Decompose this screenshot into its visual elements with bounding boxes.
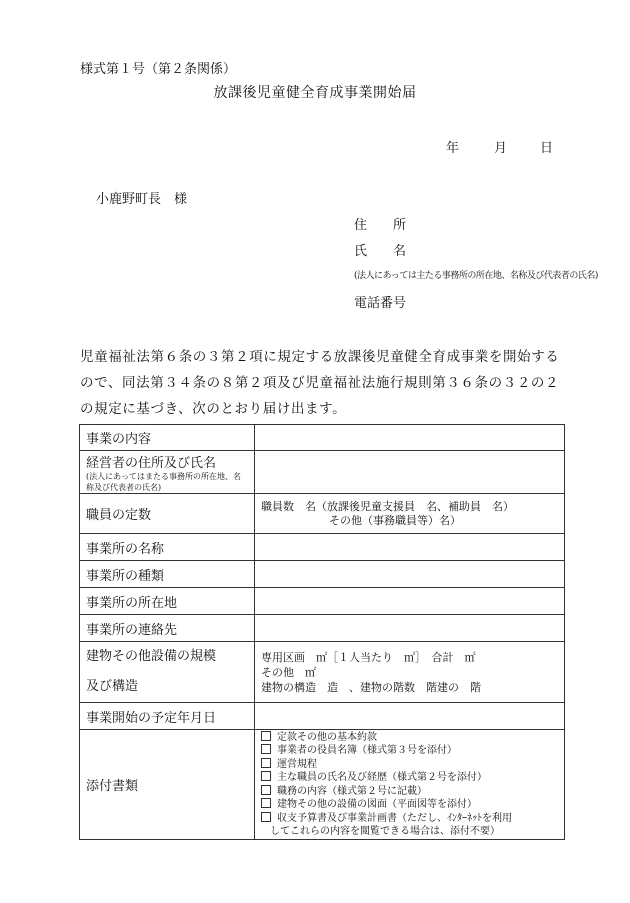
building-line-1: 専用区画 ㎡［１人当たり ㎡］ 合計 ㎡	[261, 650, 476, 664]
row-office-type	[80, 561, 565, 588]
attachment-item[interactable]	[261, 785, 558, 799]
checkbox-icon[interactable]	[261, 758, 271, 768]
office-contact-label: 事業所の連絡先	[80, 615, 255, 642]
building-line-3: 建物の構造 造 、建物の階数 階建の 階	[261, 680, 481, 694]
business-content-field[interactable]	[255, 425, 565, 451]
row-business-content	[80, 425, 565, 451]
row-attachments	[80, 730, 565, 840]
attachment-label: 収支予算書及び事業計画書（ただし、ｲﾝﾀｰﾈｯﾄを利用	[277, 812, 512, 824]
staff-label: 職員の定数	[80, 494, 255, 534]
attachment-item[interactable]	[261, 812, 558, 826]
staff-line-1: 職員数 名（放課後児童支援員 名、補助員 名）	[261, 499, 514, 513]
operator-note: (法人にあってはまたる事務所の所在地、名称及び代表者の氏名)	[86, 471, 242, 492]
applicant-name-label: 氏 名	[354, 244, 407, 259]
attachment-continuation: してこれらの内容を閲覧できる場合は、添付不要）	[270, 826, 500, 837]
row-staff	[80, 494, 565, 534]
start-date-label: 事業開始の予定年月日	[80, 703, 255, 730]
building-label-line-1: 建物その他設備の規模	[86, 649, 217, 664]
attachment-label: 建物その他の設備の図面（平面図等を添付）	[277, 799, 477, 810]
checkbox-icon[interactable]	[261, 785, 271, 795]
building-label-line-2: 及び構造	[86, 679, 139, 694]
addressee: 小鹿野町長 様	[96, 192, 188, 207]
office-type-field[interactable]	[255, 561, 565, 588]
building-label-cell	[80, 642, 255, 703]
row-office-location	[80, 588, 565, 615]
attachment-label: 職務の内容（様式第２号に記載）	[277, 785, 427, 797]
office-location-label: 事業所の所在地	[80, 588, 255, 615]
date-year-label: 年	[446, 141, 460, 156]
applicant-phone-label: 電話番号	[354, 296, 407, 311]
attachment-item[interactable]	[261, 798, 558, 812]
operator-label-cell	[80, 451, 255, 494]
date-day-label: 日	[540, 141, 554, 156]
operator-label: 経営者の住所及び氏名	[86, 455, 217, 471]
applicant-name-note: (法人にあっては主たる事務所の所在地、名称及び代表者の氏名)	[354, 271, 598, 281]
building-field[interactable]	[255, 642, 565, 703]
attachment-item[interactable]	[261, 771, 558, 785]
attachment-label: 定款その他の基本約款	[277, 731, 377, 743]
checkbox-icon[interactable]	[261, 744, 271, 754]
attachment-item[interactable]	[261, 731, 558, 745]
attachment-item[interactable]	[261, 744, 558, 758]
row-office-name	[80, 534, 565, 561]
office-type-label: 事業所の種類	[80, 561, 255, 588]
row-office-contact	[80, 615, 565, 642]
checkbox-icon[interactable]	[261, 812, 271, 822]
attachments-label: 添付書類	[80, 730, 255, 840]
row-start-date	[80, 703, 565, 730]
applicant-address-label: 住 所	[354, 218, 407, 233]
form-number: 様式第１号（第２条関係）	[80, 62, 237, 77]
attachments-field	[255, 730, 565, 840]
row-operator	[80, 451, 565, 494]
attachment-label: 主な職員の氏名及び経歴（様式第２号を添付）	[277, 772, 487, 783]
row-building	[80, 642, 565, 703]
staff-field[interactable]	[255, 494, 565, 534]
office-location-field[interactable]	[255, 588, 565, 615]
document-title: 放課後児童健全育成事業開始届	[213, 85, 417, 101]
checkbox-icon[interactable]	[261, 798, 271, 808]
attachment-item[interactable]	[261, 758, 558, 772]
attachment-label: 運営規程	[277, 758, 317, 770]
notification-body-text: 児童福祉法第６条の３第２項に規定する放課後児童健全育成事業を開始するので、同法第３４条の８第２項及び児童福祉法施行規則第３６条の３２の２の規定に基づき、次のとおり届け出ます。	[80, 349, 560, 417]
date-month-label: 月	[494, 141, 508, 156]
building-line-2: その他 ㎡	[261, 665, 316, 679]
business-content-label: 事業の内容	[80, 425, 255, 451]
attachment-label: 事業者の役員名簿（様式第３号を添付）	[277, 745, 457, 756]
checkbox-icon[interactable]	[261, 731, 271, 741]
start-date-field[interactable]	[255, 703, 565, 730]
office-name-field[interactable]	[255, 534, 565, 561]
checkbox-icon[interactable]	[261, 771, 271, 781]
operator-field[interactable]	[255, 451, 565, 494]
notification-form-table	[79, 424, 565, 840]
staff-line-2: その他（事務職員等）名）	[329, 513, 461, 527]
office-name-label: 事業所の名称	[80, 534, 255, 561]
attachments-list	[261, 731, 558, 839]
office-contact-field[interactable]	[255, 615, 565, 642]
